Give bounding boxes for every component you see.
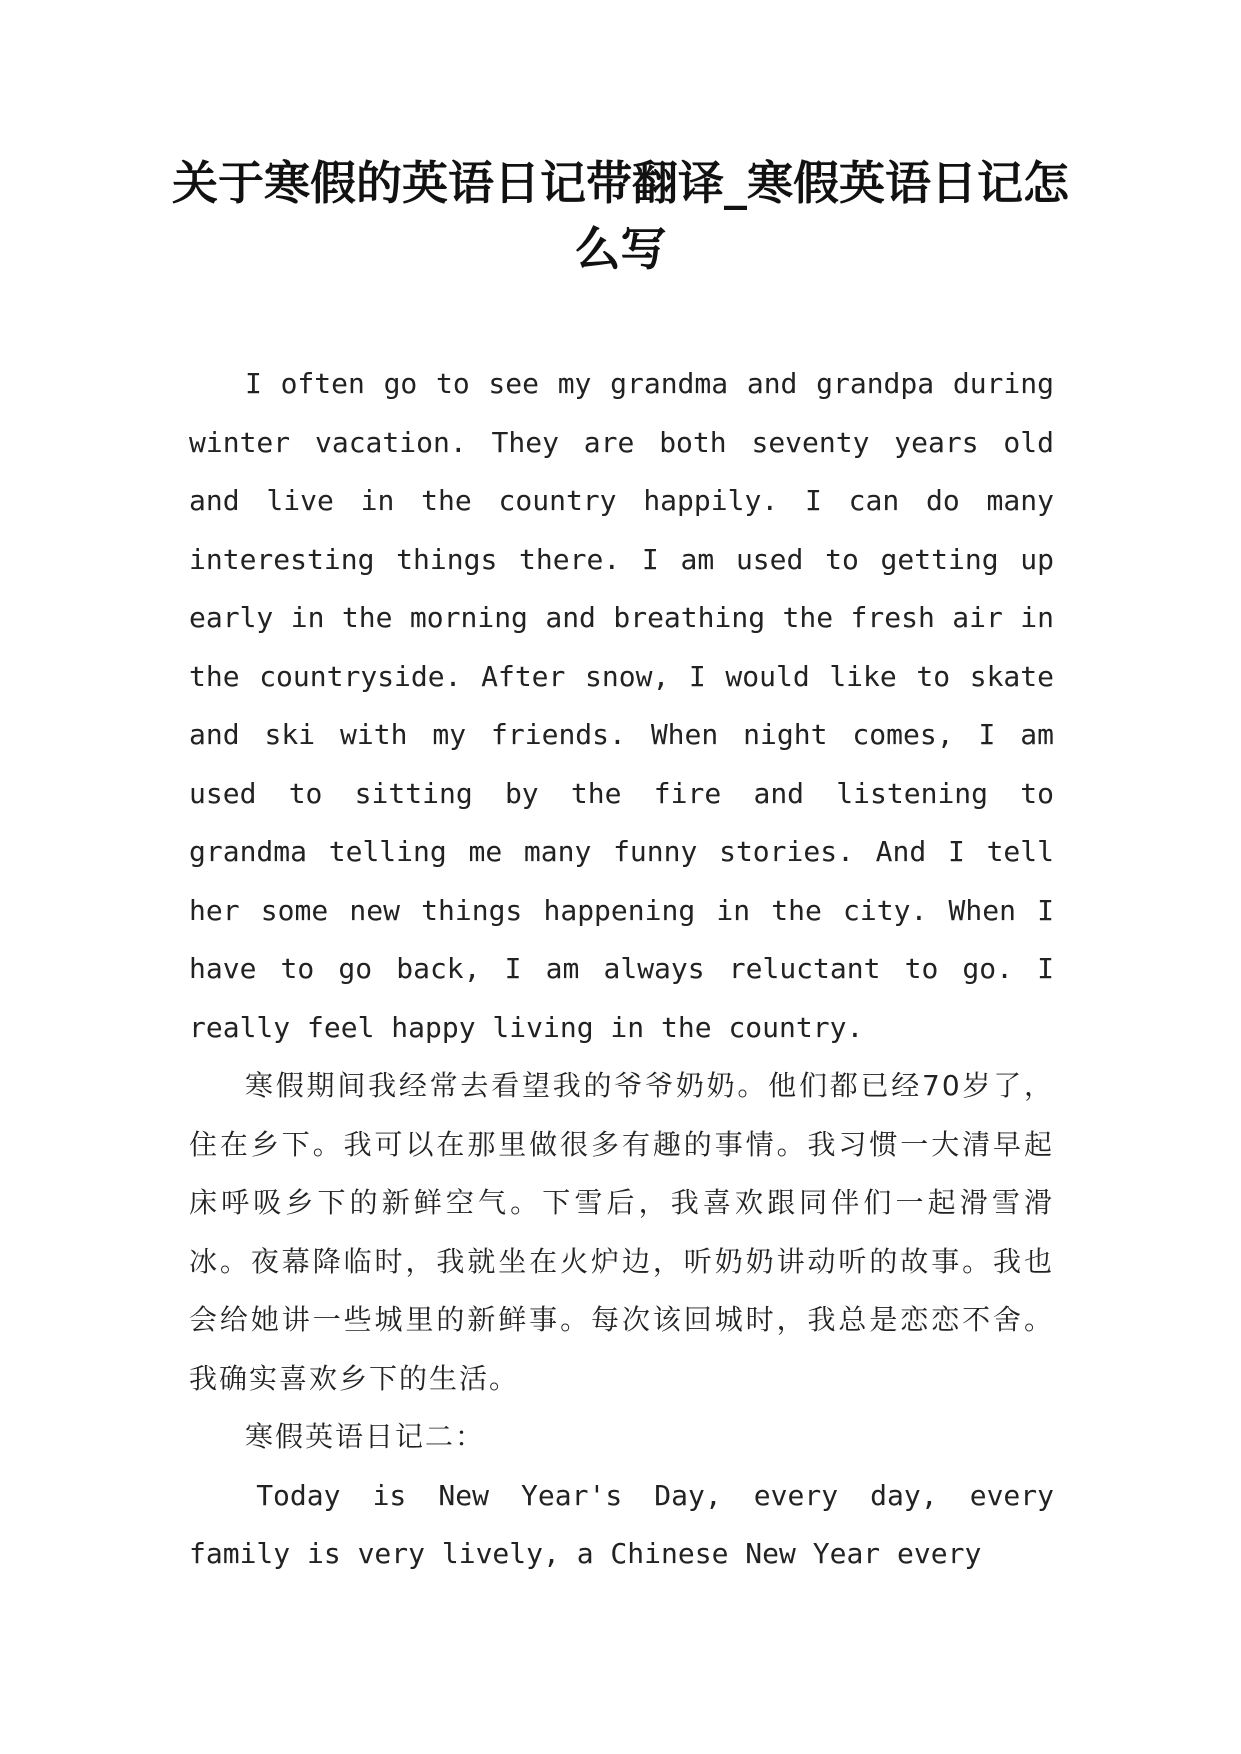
english-paragraph-2: Today is New Year's Day, every day, every family is very lively, a Chinese New Year every xyxy=(189,1478,1054,1570)
english-paragraph-1: I often go to see my grandma and grandpa during winter vacation. They are both seventy years old and live in the country happily. I can do many interesting things there. I am used to getting up early in the morning and breathing the fresh air in the countryside. After snow, I would like to skate and ski with my friends. When night comes, I am used to sitting by the fire and listening to grandma telling me many funny stories. And I tell her some new things happening in the city. When I have to go back, I am always reluctant to go. I really feel happy living in the country. xyxy=(189,367,1054,1044)
section-heading: 寒假英语日记二： xyxy=(245,1420,486,1453)
document-title: 关于寒假的英语日记带翻译_寒假英语日记怎么写 xyxy=(172,156,1069,276)
chinese-paragraph-1: 寒假期间我经常去看望我的爷爷奶奶。他们都已经70岁了，住在乡下。我可以在那里做很多有趣的事情。我习惯一大清早起床呼吸乡下的新鲜空气。下雪后，我喜欢跟同伴们一起滑雪滑冰。夜幕降临时，我就坐在火炉边，听奶奶讲动听的故事。我也会给她讲一些城里的新鲜事。每次该回城时，我总是恋恋不舍。我确实喜欢乡下的生活。 xyxy=(189,1069,1054,1395)
document-body xyxy=(189,355,1054,1584)
